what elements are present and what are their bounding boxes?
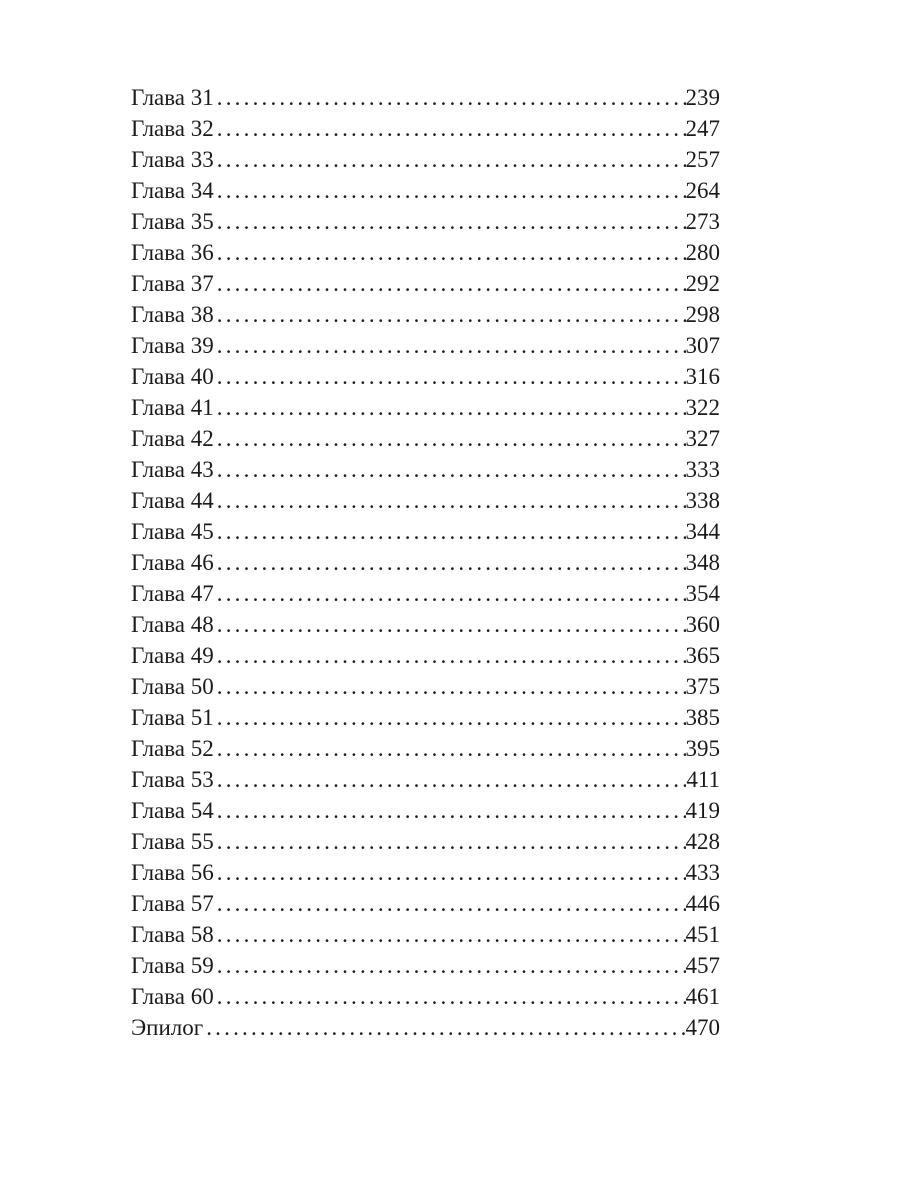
toc-entry-label: Глава 33 xyxy=(131,147,214,172)
toc-entry-label: Глава 55 xyxy=(131,829,214,854)
dot-leader xyxy=(214,516,686,547)
toc-entry xyxy=(131,485,720,516)
toc-entry-page: 338 xyxy=(685,488,720,513)
toc-entry xyxy=(131,361,720,392)
toc-entry xyxy=(131,454,720,485)
toc-entry xyxy=(131,423,720,454)
toc-entry-page: 292 xyxy=(685,271,720,296)
dot-leader xyxy=(214,237,686,268)
toc-entry-label: Глава 46 xyxy=(131,550,214,575)
dot-leader xyxy=(214,175,686,206)
dot-leader xyxy=(214,857,686,888)
dot-leader xyxy=(214,82,686,113)
toc-entry-label: Глава 41 xyxy=(131,395,214,420)
toc-entry-page: 344 xyxy=(685,519,720,544)
toc-entry-page: 457 xyxy=(685,953,720,978)
toc-entry xyxy=(131,206,720,237)
toc-entry-label: Глава 45 xyxy=(131,519,214,544)
toc-entry-page: 333 xyxy=(685,457,720,482)
toc-entry-label: Глава 35 xyxy=(131,209,214,234)
toc-entry xyxy=(131,888,720,919)
toc-entry xyxy=(131,671,720,702)
toc-entry xyxy=(131,175,720,206)
toc-entry-label: Глава 42 xyxy=(131,426,214,451)
dot-leader xyxy=(214,423,686,454)
toc-entry xyxy=(131,392,720,423)
toc-entry-page: 239 xyxy=(685,85,720,110)
toc-entry xyxy=(131,547,720,578)
toc-entry-label: Глава 51 xyxy=(131,705,214,730)
toc-entry-page: 264 xyxy=(685,178,720,203)
toc-entry xyxy=(131,82,720,113)
toc-entry-page: 247 xyxy=(685,116,720,141)
toc-entry xyxy=(131,702,720,733)
dot-leader xyxy=(203,1012,685,1043)
toc-entry-page: 375 xyxy=(685,674,720,699)
toc-entry xyxy=(131,516,720,547)
dot-leader xyxy=(214,485,686,516)
toc-entry-page: 273 xyxy=(685,209,720,234)
toc-entry-label: Глава 54 xyxy=(131,798,214,823)
toc-entry-label: Глава 49 xyxy=(131,643,214,668)
toc-entry-label: Эпилог xyxy=(131,1015,204,1040)
dot-leader xyxy=(214,392,686,423)
toc-entry-page: 360 xyxy=(685,612,720,637)
toc-entry-page: 327 xyxy=(685,426,720,451)
dot-leader xyxy=(214,733,686,764)
toc-entry-label: Глава 58 xyxy=(131,922,214,947)
dot-leader xyxy=(214,671,686,702)
toc-entry-label: Глава 37 xyxy=(131,271,214,296)
toc-entry-label: Глава 36 xyxy=(131,240,214,265)
toc-entry xyxy=(131,144,720,175)
toc-entry-page: 451 xyxy=(685,922,720,947)
table-of-contents xyxy=(131,82,720,1043)
toc-entry-label: Глава 38 xyxy=(131,302,214,327)
toc-entry-page: 316 xyxy=(685,364,720,389)
toc-entry-label: Глава 43 xyxy=(131,457,214,482)
toc-entry-page: 298 xyxy=(685,302,720,327)
toc-entry-page: 419 xyxy=(685,798,720,823)
dot-leader xyxy=(214,919,686,950)
dot-leader xyxy=(214,330,686,361)
dot-leader xyxy=(214,113,686,144)
toc-entry xyxy=(131,919,720,950)
toc-entry-page: 365 xyxy=(685,643,720,668)
dot-leader xyxy=(214,299,686,330)
toc-entry-label: Глава 39 xyxy=(131,333,214,358)
toc-entry-label: Глава 44 xyxy=(131,488,214,513)
toc-entry-label: Глава 48 xyxy=(131,612,214,637)
dot-leader xyxy=(214,268,686,299)
toc-entry xyxy=(131,826,720,857)
toc-entry xyxy=(131,299,720,330)
toc-entry xyxy=(131,268,720,299)
toc-entry xyxy=(131,981,720,1012)
toc-entry-page: 354 xyxy=(685,581,720,606)
dot-leader xyxy=(214,950,686,981)
toc-entry-label: Глава 53 xyxy=(131,767,214,792)
toc-entry-label: Глава 34 xyxy=(131,178,214,203)
toc-entry xyxy=(131,113,720,144)
toc-entry-label: Глава 50 xyxy=(131,674,214,699)
toc-entry-page: 411 xyxy=(686,767,720,792)
toc-entry-label: Глава 32 xyxy=(131,116,214,141)
toc-entry-label: Глава 47 xyxy=(131,581,214,606)
toc-entry-page: 470 xyxy=(685,1015,720,1040)
toc-entry-page: 280 xyxy=(685,240,720,265)
dot-leader xyxy=(214,702,686,733)
toc-entry xyxy=(131,237,720,268)
toc-entry-page: 461 xyxy=(685,984,720,1009)
toc-entry xyxy=(131,1012,720,1043)
toc-entry-label: Глава 59 xyxy=(131,953,214,978)
toc-entry xyxy=(131,578,720,609)
dot-leader xyxy=(214,206,686,237)
toc-entry xyxy=(131,764,720,795)
dot-leader xyxy=(214,578,686,609)
toc-entry-label: Глава 60 xyxy=(131,984,214,1009)
toc-entry-label: Глава 31 xyxy=(131,85,214,110)
toc-entry-label: Глава 40 xyxy=(131,364,214,389)
toc-entry-page: 307 xyxy=(685,333,720,358)
toc-entry-page: 257 xyxy=(685,147,720,172)
dot-leader xyxy=(214,144,686,175)
toc-entry-label: Глава 56 xyxy=(131,860,214,885)
dot-leader xyxy=(214,547,686,578)
dot-leader xyxy=(214,764,687,795)
dot-leader xyxy=(214,888,686,919)
dot-leader xyxy=(214,361,686,392)
toc-entry-page: 395 xyxy=(685,736,720,761)
toc-entry xyxy=(131,640,720,671)
dot-leader xyxy=(214,640,686,671)
toc-entry xyxy=(131,950,720,981)
dot-leader xyxy=(214,826,686,857)
dot-leader xyxy=(214,795,686,826)
toc-entry xyxy=(131,330,720,361)
toc-entry xyxy=(131,609,720,640)
toc-entry xyxy=(131,795,720,826)
toc-entry-page: 433 xyxy=(685,860,720,885)
toc-entry xyxy=(131,857,720,888)
toc-entry-page: 348 xyxy=(685,550,720,575)
toc-entry-label: Глава 57 xyxy=(131,891,214,916)
dot-leader xyxy=(214,609,686,640)
toc-entry-page: 385 xyxy=(685,705,720,730)
toc-entry-label: Глава 52 xyxy=(131,736,214,761)
toc-entry-page: 428 xyxy=(685,829,720,854)
toc-entry xyxy=(131,733,720,764)
dot-leader xyxy=(214,981,686,1012)
toc-entry-page: 446 xyxy=(685,891,720,916)
dot-leader xyxy=(214,454,686,485)
toc-entry-page: 322 xyxy=(685,395,720,420)
